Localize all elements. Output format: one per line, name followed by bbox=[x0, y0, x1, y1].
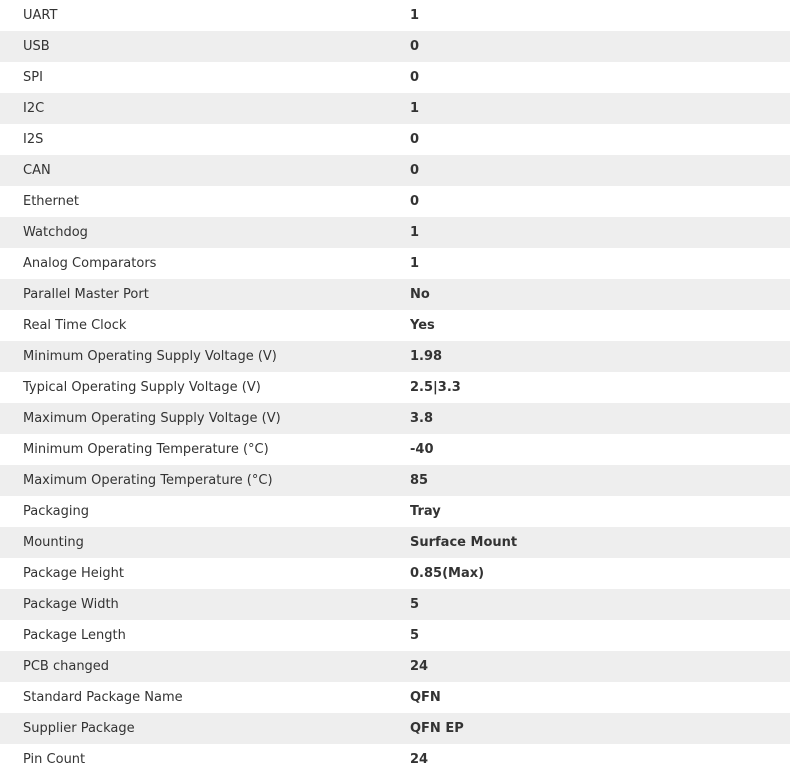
spec-row-typical-supply-voltage bbox=[0, 372, 790, 403]
spec-row-max-supply-voltage bbox=[0, 403, 790, 434]
spec-row-mounting bbox=[0, 527, 790, 558]
spec-label: Package Height bbox=[23, 566, 124, 581]
spec-label: Package Length bbox=[23, 628, 126, 643]
spec-value: 1 bbox=[410, 256, 420, 271]
spec-value: Yes bbox=[410, 318, 435, 333]
spec-label: I2C bbox=[23, 101, 45, 116]
spec-label: USB bbox=[23, 39, 50, 54]
spec-label: Ethernet bbox=[23, 194, 79, 209]
spec-row-packaging bbox=[0, 496, 790, 527]
spec-row-standard-package-name bbox=[0, 682, 790, 713]
spec-value: 1 bbox=[410, 8, 420, 23]
spec-row-spi bbox=[0, 62, 790, 93]
spec-row-analog-comparators bbox=[0, 248, 790, 279]
spec-value: 0.85(Max) bbox=[410, 566, 485, 581]
spec-row-package-width bbox=[0, 589, 790, 620]
spec-row-package-height bbox=[0, 558, 790, 589]
spec-value: 1 bbox=[410, 101, 420, 116]
spec-row-supplier-package bbox=[0, 713, 790, 744]
spec-row-usb bbox=[0, 31, 790, 62]
spec-label: PCB changed bbox=[23, 659, 110, 674]
spec-row-real-time-clock bbox=[0, 310, 790, 341]
spec-value: 5 bbox=[410, 597, 420, 612]
spec-row-watchdog bbox=[0, 217, 790, 248]
spec-row-pcb-changed bbox=[0, 651, 790, 682]
spec-value: 0 bbox=[410, 70, 420, 85]
spec-label: Maximum Operating Supply Voltage (V) bbox=[23, 411, 281, 426]
spec-label: Package Width bbox=[23, 597, 119, 612]
spec-label: SPI bbox=[23, 70, 43, 85]
spec-row-package-length bbox=[0, 620, 790, 651]
spec-label: Supplier Package bbox=[23, 721, 135, 736]
spec-value: 0 bbox=[410, 39, 420, 54]
spec-row-i2c bbox=[0, 93, 790, 124]
spec-value: 1.98 bbox=[410, 349, 443, 364]
spec-label: Parallel Master Port bbox=[23, 287, 149, 302]
spec-value: No bbox=[410, 287, 430, 302]
spec-value: QFN bbox=[410, 690, 441, 705]
spec-row-ethernet bbox=[0, 186, 790, 217]
spec-label: I2S bbox=[23, 132, 44, 147]
spec-row-pin-count bbox=[0, 744, 790, 775]
spec-label: Minimum Operating Supply Voltage (V) bbox=[23, 349, 277, 364]
spec-label: Pin Count bbox=[23, 752, 86, 767]
spec-label: Mounting bbox=[23, 535, 84, 550]
spec-value: 24 bbox=[410, 659, 429, 674]
spec-value: 0 bbox=[410, 132, 420, 147]
spec-row-min-supply-voltage bbox=[0, 341, 790, 372]
spec-row-can bbox=[0, 155, 790, 186]
spec-row-i2s bbox=[0, 124, 790, 155]
spec-label: Maximum Operating Temperature (°C) bbox=[23, 473, 273, 488]
spec-value: 2.5|3.3 bbox=[410, 380, 461, 395]
spec-value: 3.8 bbox=[410, 411, 434, 426]
spec-label: Standard Package Name bbox=[23, 690, 183, 705]
spec-value: 1 bbox=[410, 225, 420, 240]
spec-row-parallel-master-port bbox=[0, 279, 790, 310]
spec-label: Real Time Clock bbox=[23, 318, 127, 333]
spec-label: Typical Operating Supply Voltage (V) bbox=[23, 380, 261, 395]
spec-row-min-temperature bbox=[0, 434, 790, 465]
spec-value: -40 bbox=[410, 442, 434, 457]
spec-label: Minimum Operating Temperature (°C) bbox=[23, 442, 269, 457]
spec-value: Tray bbox=[410, 504, 441, 519]
spec-value: 24 bbox=[410, 752, 429, 767]
spec-row-uart bbox=[0, 0, 790, 31]
spec-value: 0 bbox=[410, 194, 420, 209]
spec-label: UART bbox=[23, 8, 58, 23]
spec-value: Surface Mount bbox=[410, 535, 518, 550]
spec-row-max-temperature bbox=[0, 465, 790, 496]
spec-value: 85 bbox=[410, 473, 429, 488]
spec-label: Packaging bbox=[23, 504, 89, 519]
spec-label: Watchdog bbox=[23, 225, 88, 240]
spec-value: 0 bbox=[410, 163, 420, 178]
spec-value: 5 bbox=[410, 628, 420, 643]
spec-value: QFN EP bbox=[410, 721, 464, 736]
spec-label: CAN bbox=[23, 163, 51, 178]
spec-label: Analog Comparators bbox=[23, 256, 157, 271]
